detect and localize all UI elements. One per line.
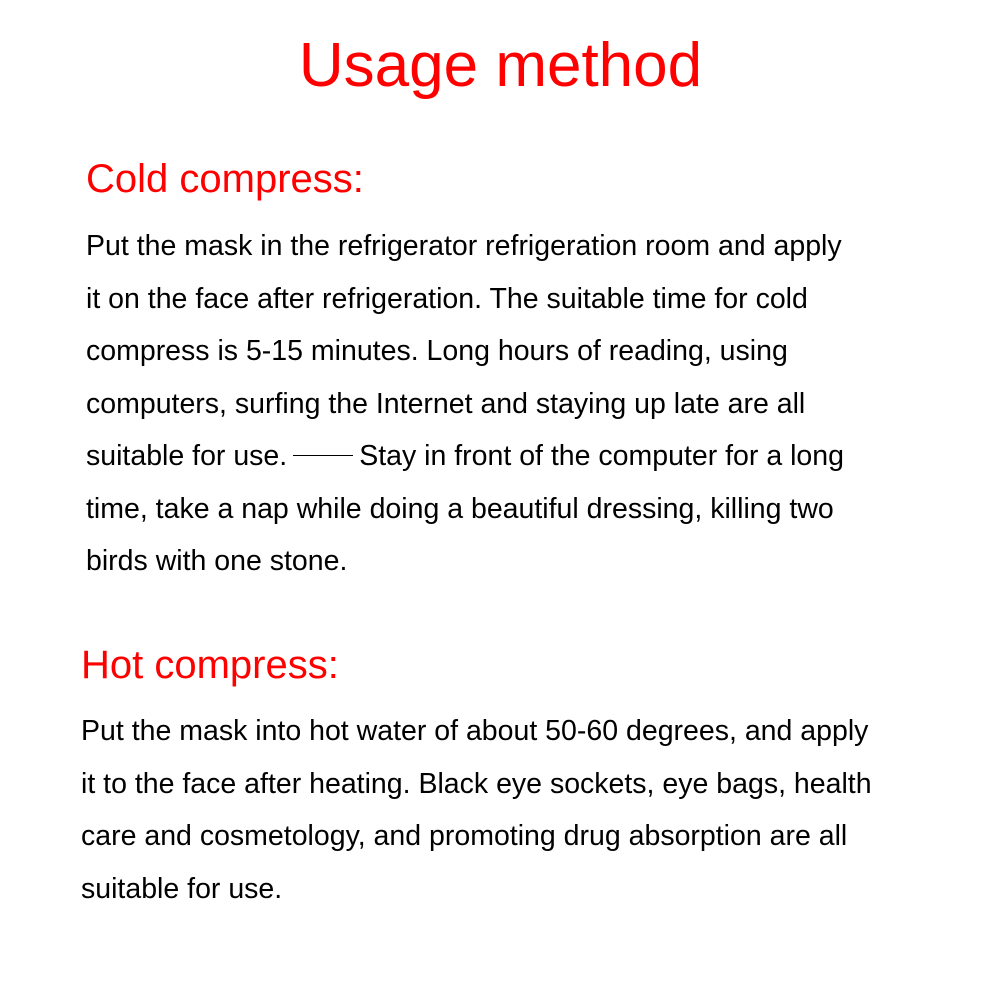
cold-compress-description [86,220,946,588]
hot-compress-heading: Hot compress: [81,643,339,687]
cold-line-5-end: Stay in front of the computer for a long [359,440,844,472]
cold-line-2: it on the face after refrigeration. The suitable time for cold [86,282,808,315]
page-title: Usage method [298,31,703,100]
cold-compress-heading: Cold compress: [86,157,364,201]
cold-line-5 [86,430,946,483]
hot-line-2: it to the face after heating. Black eye sockets, eye bags, health [81,767,872,800]
cold-line-6: time, take a nap while doing a beautiful dressing, killing two [86,492,834,525]
cold-line-1: Put the mask in the refrigerator refrigeration room and apply [86,230,842,262]
dash-separator [293,455,353,456]
cold-line-3: compress is 5-15 minutes. Long hours of reading, using [86,335,788,367]
hot-compress-description [81,705,961,915]
cold-line-4: computers, surfing the Internet and staying up late are all [86,387,806,420]
hot-line-3: care and cosmetology, and promoting drug absorption are all [81,820,848,852]
hot-line-4: suitable for use. [81,872,283,905]
cold-line-5-start: suitable for use. [86,440,288,472]
cold-line-7: birds with one stone. [86,545,348,577]
hot-line-1: Put the mask into hot water of about 50-60 degrees, and apply [81,715,869,747]
